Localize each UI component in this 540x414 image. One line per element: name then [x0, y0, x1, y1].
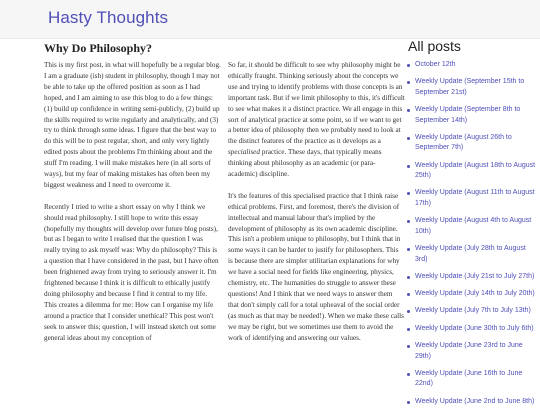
post-list-item: [404, 306, 540, 317]
post-text: practice. These days, that typically means thinking about philosophy as an academic (or para-academic) discipline.: [228, 148, 382, 179]
post-list-item: [404, 397, 540, 408]
post-list-item: [404, 77, 540, 98]
post-link[interactable]: Weekly Update (June 23rd to June 29th): [415, 342, 523, 360]
post-list-item: [404, 60, 540, 71]
post-list-item: [404, 161, 540, 182]
post-list-item: [404, 369, 540, 390]
post-text: So far, it should be difficult to see why philosophy might be ethically fraught. Thinking seriously about the concepts we use and trying to identify problems with those concepts is an important task. But if we limit philosophy to this, it's difficult to see what makes it a distinct practice. We all engage in this sort of analytical practice at some point, so if we want to get a better idea of philosophy then we probably need to look at the distinct features of the practice as it develops as a: [228, 61, 405, 146]
post-link[interactable]: Weekly Update (August 11th to August 17th): [415, 189, 535, 207]
post-list-item: [404, 324, 540, 335]
post-title: Why Do Philosophy?: [44, 41, 153, 55]
post-list-item: [404, 216, 540, 237]
post-list-item: [404, 341, 540, 362]
post-list-item: [404, 188, 540, 209]
sidebar-title: All posts: [408, 38, 461, 54]
post-body-column-2: [228, 60, 405, 354]
post-link[interactable]: Weekly Update (August 26th to September 7th): [415, 133, 512, 152]
all-posts-list: [404, 60, 540, 414]
post-list-item: [404, 272, 540, 283]
post-paragraph: [228, 60, 405, 180]
post-paragraph: Recently I tried to write a short essay on why I think we should read philosophy. I still hope to write this essay (hopefully my thoughts will develop over future blog posts), but as I began to write I realised that the question I was really trying to ask myself was: Why do philosophy? This is a question that I have considered in the past, but I have often been frightened away from trying to seriously answer it. I'm frightened because I think it is difficult to ethically justify doing philosophy and because I find it central to my life. This creates a dilemma for me: How can I organise my life around a practice that I consider unethical? This post won't seek to answer this; question, I will instead sketch out some general ideas about my conception of: [44, 202, 219, 342]
post-link[interactable]: Weekly Update (August 4th to August 10th): [415, 217, 532, 235]
post-emphasis: specialised: [228, 148, 260, 157]
post-link[interactable]: Weekly Update (July 21st to July 27th): [415, 272, 535, 280]
post-body-column-1: [44, 60, 221, 354]
post-text: It's the features of this specialised practice that I think raise ethical problems. First, and foremost, there's the division of intellectual and manual labour that's implied by the development of philosophy as its own academic discipline. This isn't a problem unique to philosophy, but I think that in some ways it can be harder to justify for philosophers. This is because there are simpler utilitarian explanations for why we have a social need for fields like engineering, physics, chemistry, etc. The humanities do struggle to answer these questions! And I think that we need ways to answer them that don't simply call for a total upheaval of the social order (as much as that may be needed!). When we make these calls we may be right, but we sometimes use them to avoid the work of identifying and answering our values.: [228, 191, 404, 342]
post-link[interactable]: Weekly Update (August 18th to August 25th): [415, 161, 536, 180]
post-list-item: [404, 244, 540, 265]
post-link[interactable]: October 12th: [415, 61, 456, 68]
post-link[interactable]: Weekly Update (June 16th to June 22nd): [415, 369, 523, 388]
post-paragraph: This is my first post, in what will hopefully be a regular blog. I am a graduate (ish) student in philosophy, though I may not be able to take up the offered position as soon as I had hoped, and I am aiming to use this blog to do a few things: (1) build up confidence in writing semi-publicly, (2) build up the skills required to write regularly and analytically, and (3) try to think through some ideas. I figure that the best way to do this will be to post regular, short, and only very lightly edited posts about the problems I'm thinking about and the stuff I'm reading. I will make mistakes here (in all sorts of ways), but my fear of making mistakes has often been my biggest weakness and I need to overcome it.: [44, 61, 221, 189]
site-title-link[interactable]: Hasty Thoughts: [48, 8, 169, 27]
post-link[interactable]: Weekly Update (September 8th to September 14th): [415, 106, 521, 124]
post-list-item: [404, 105, 540, 126]
post-list-item: [404, 133, 540, 154]
site-header: [0, 0, 540, 39]
post-link[interactable]: Weekly Update (September 15th to September 21st): [415, 78, 525, 96]
post-link[interactable]: Weekly Update (July 14th to July 20th): [415, 290, 535, 298]
post-link[interactable]: Weekly Update (June 30th to July 6th): [415, 324, 534, 332]
post-link[interactable]: Weekly Update (July 7th to July 13th): [415, 307, 531, 315]
post-link[interactable]: Weekly Update (June 2nd to June 8th): [415, 397, 535, 405]
post-link[interactable]: Weekly Update (July 28th to August 3rd): [415, 245, 526, 263]
post-paragraph: [228, 191, 405, 344]
post-list-item: [404, 289, 540, 300]
